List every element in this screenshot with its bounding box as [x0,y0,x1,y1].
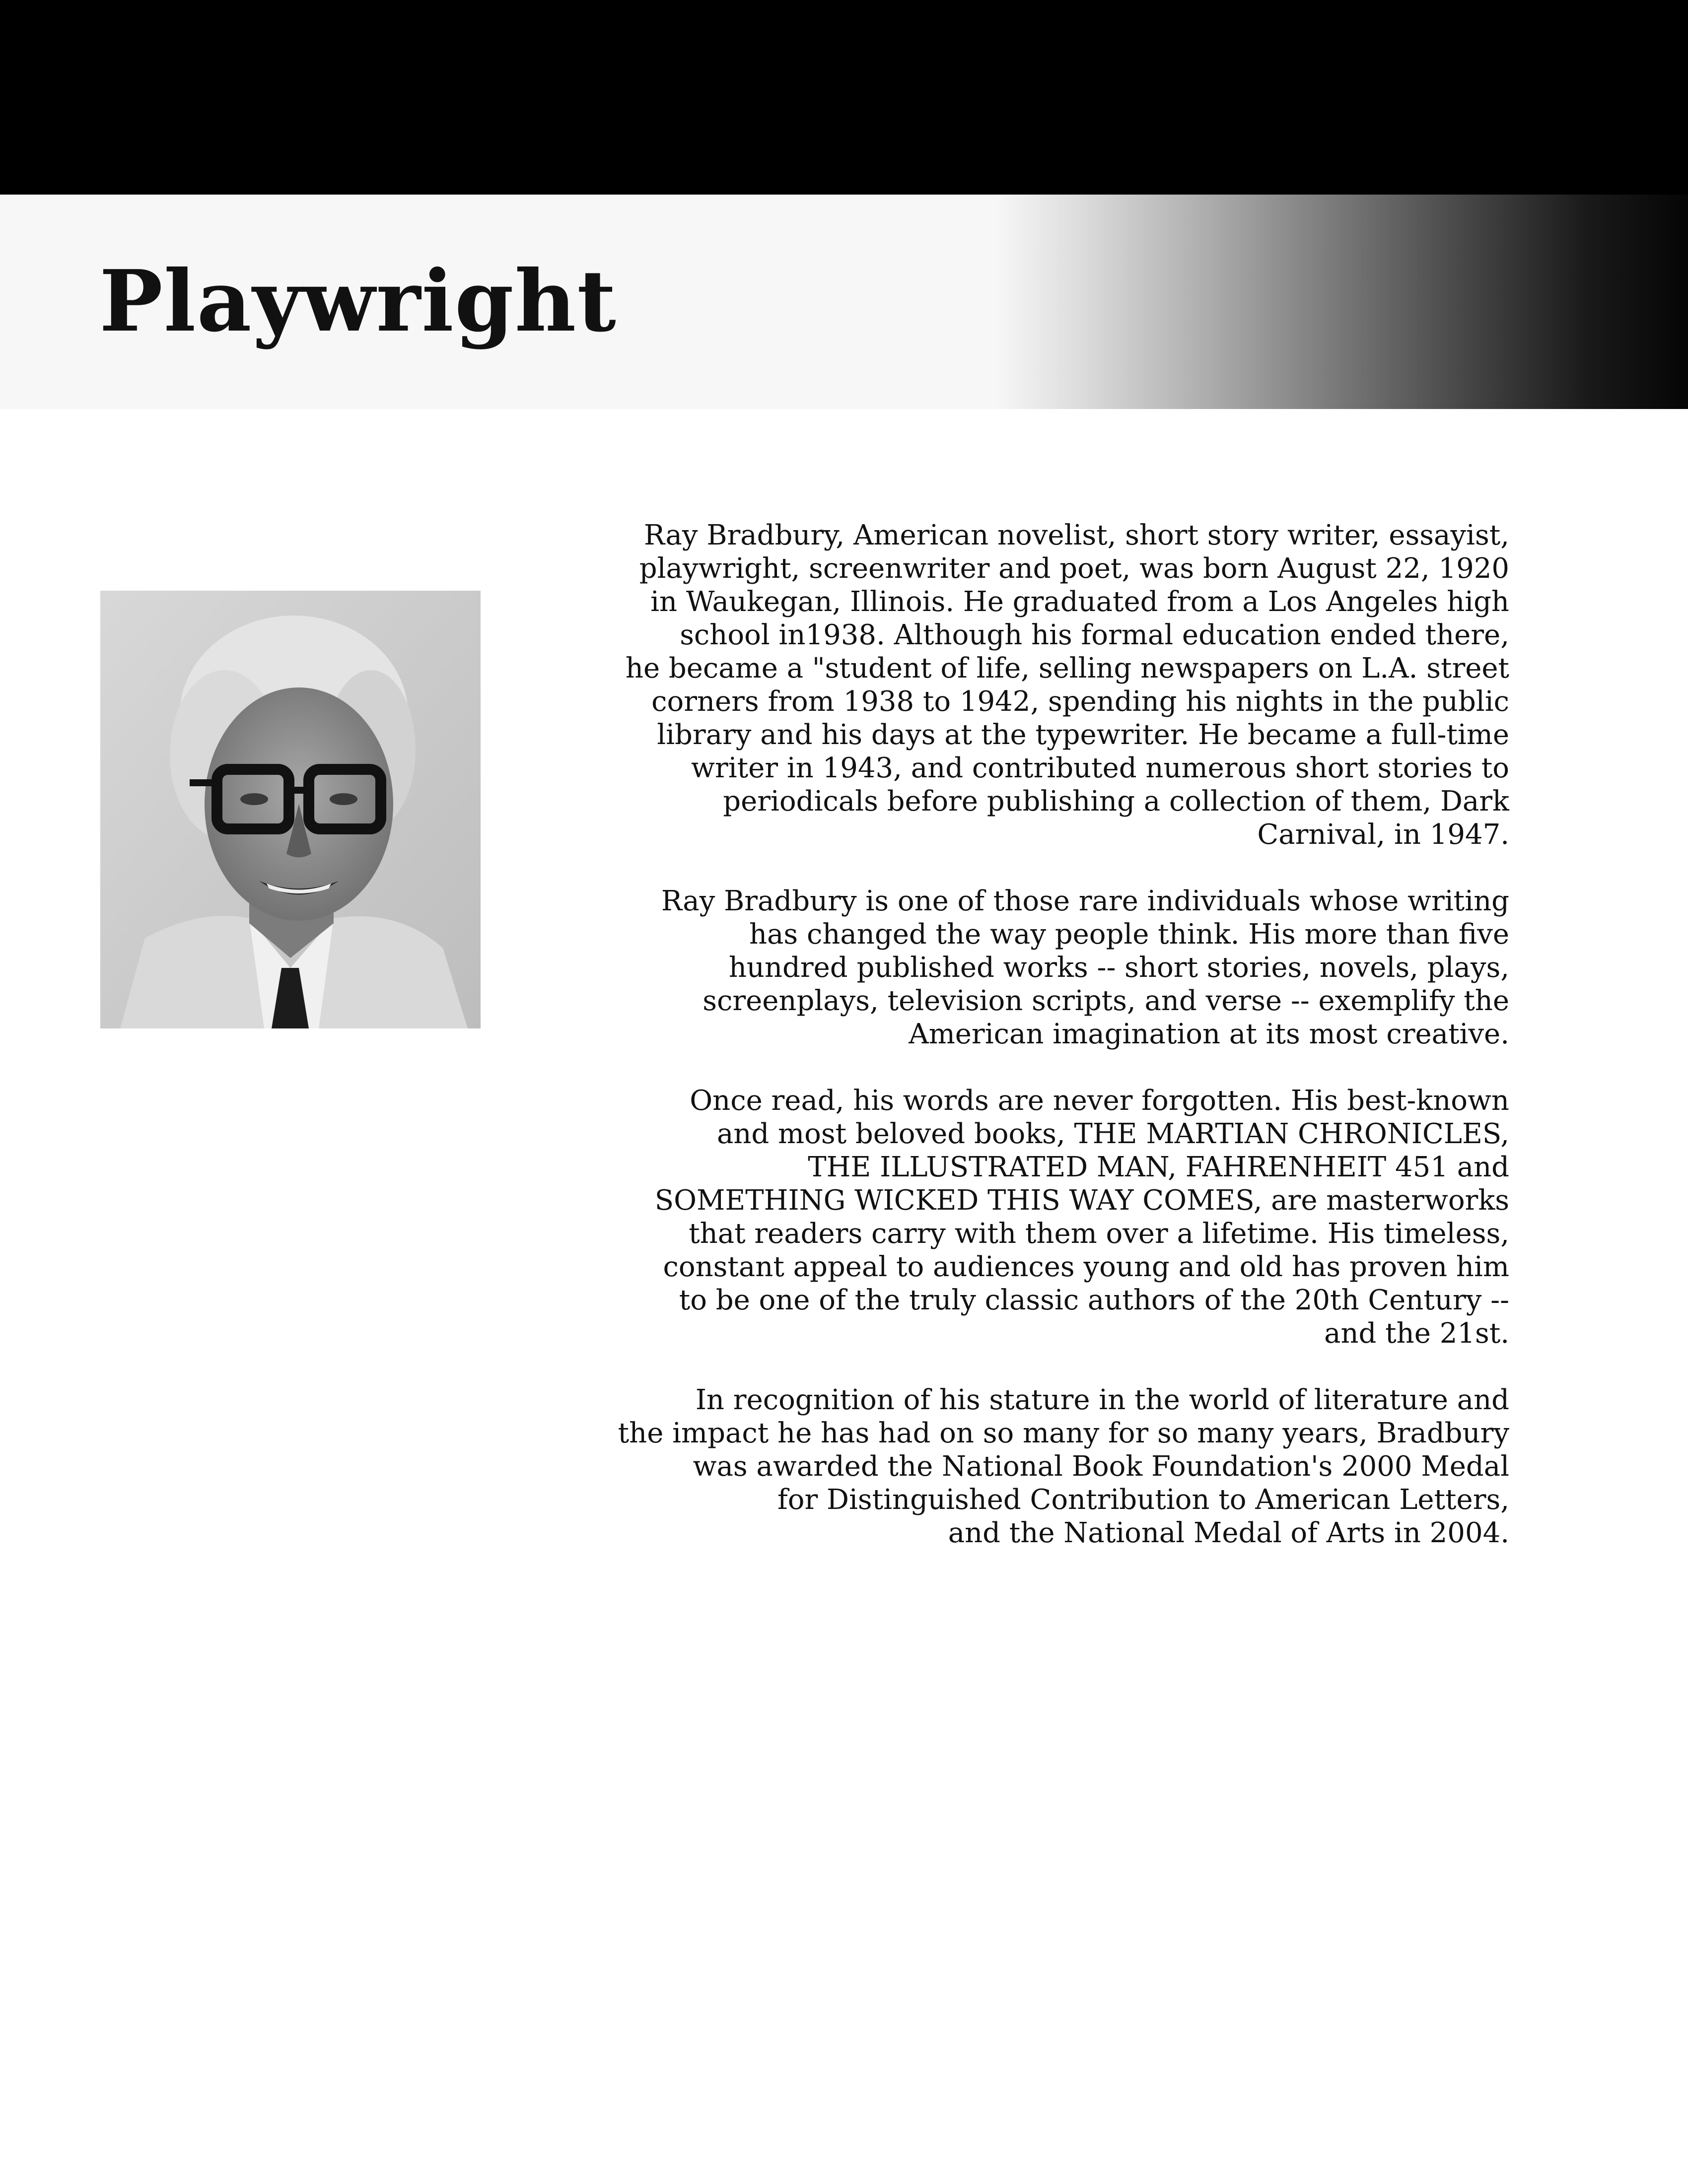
bio-line: SOMETHING WICKED THIS WAY COMES, are masterworks [654,1184,1509,1217]
bio-line: periodicals before publishing a collection of them, Dark [723,785,1509,818]
bio-line: THE ILLUSTRATED MAN, FAHRENHEIT 451 and [808,1151,1509,1183]
bio-line: playwright, screenwriter and poet, was born August 22, 1920 [639,552,1509,585]
bio-line: school in1938. Although his formal education ended there, [680,619,1509,651]
bio-line: in Waukegan, Illinois. He graduated from a Los Angeles high [650,586,1509,618]
bio-line: corners from 1938 to 1942, spending his nights in the public [651,685,1509,718]
bio-paragraph-2 [516,885,1509,1051]
bio-line: was awarded the National Book Foundation's 2000 Medal [693,1450,1509,1483]
bio-line: for Distinguished Contribution to American Letters, [777,1484,1509,1516]
bio-line: Once read, his words are never forgotten. His best-known [690,1085,1509,1117]
title-band [0,195,1688,409]
bio-line: screenplays, television scripts, and verse -- exemplify the [703,985,1509,1017]
bio-line: to be one of the truly classic authors of the 20th Century -- [679,1284,1509,1316]
bio-paragraph-4 [516,1383,1509,1550]
bio-line: hundred published works -- short stories, novels, plays, [728,952,1509,984]
bio-line: Ray Bradbury is one of those rare individuals whose writing [661,885,1509,917]
bio-line: Carnival, in 1947. [1257,819,1509,851]
header-bar [0,0,1688,195]
portrait-photo [100,591,481,1028]
bio-line: he became a "student of life, selling newspapers on L.A. street [625,652,1509,684]
bio-paragraph-3 [516,1084,1509,1350]
bio-line: the impact he has had on so many for so many years, Bradbury [618,1417,1509,1449]
bio-line: and most beloved books, THE MARTIAN CHRONICLES, [716,1118,1509,1150]
bio-line: that readers carry with them over a lifetime. His timeless, [689,1218,1509,1250]
bio-line: American imagination at its most creative. [909,1018,1509,1050]
bio-line: constant appeal to audiences young and old has proven him [663,1251,1509,1283]
biography-text [516,519,1509,1583]
bio-line: has changed the way people think. His more than five [749,918,1509,951]
bio-line: Ray Bradbury, American novelist, short story writer, essayist, [644,519,1509,551]
page-title: Playwright [99,252,617,351]
bio-line: library and his days at the typewriter. He became a full-time [657,719,1509,751]
bio-line: and the 21st. [1324,1317,1509,1350]
bio-line: and the National Medal of Arts in 2004. [948,1517,1509,1549]
portrait-photo-icon [100,591,481,1028]
bio-line: writer in 1943, and contributed numerous short stories to [691,752,1509,784]
bio-line: In recognition of his stature in the world of literature and [695,1384,1509,1416]
bio-paragraph-1 [516,519,1509,851]
